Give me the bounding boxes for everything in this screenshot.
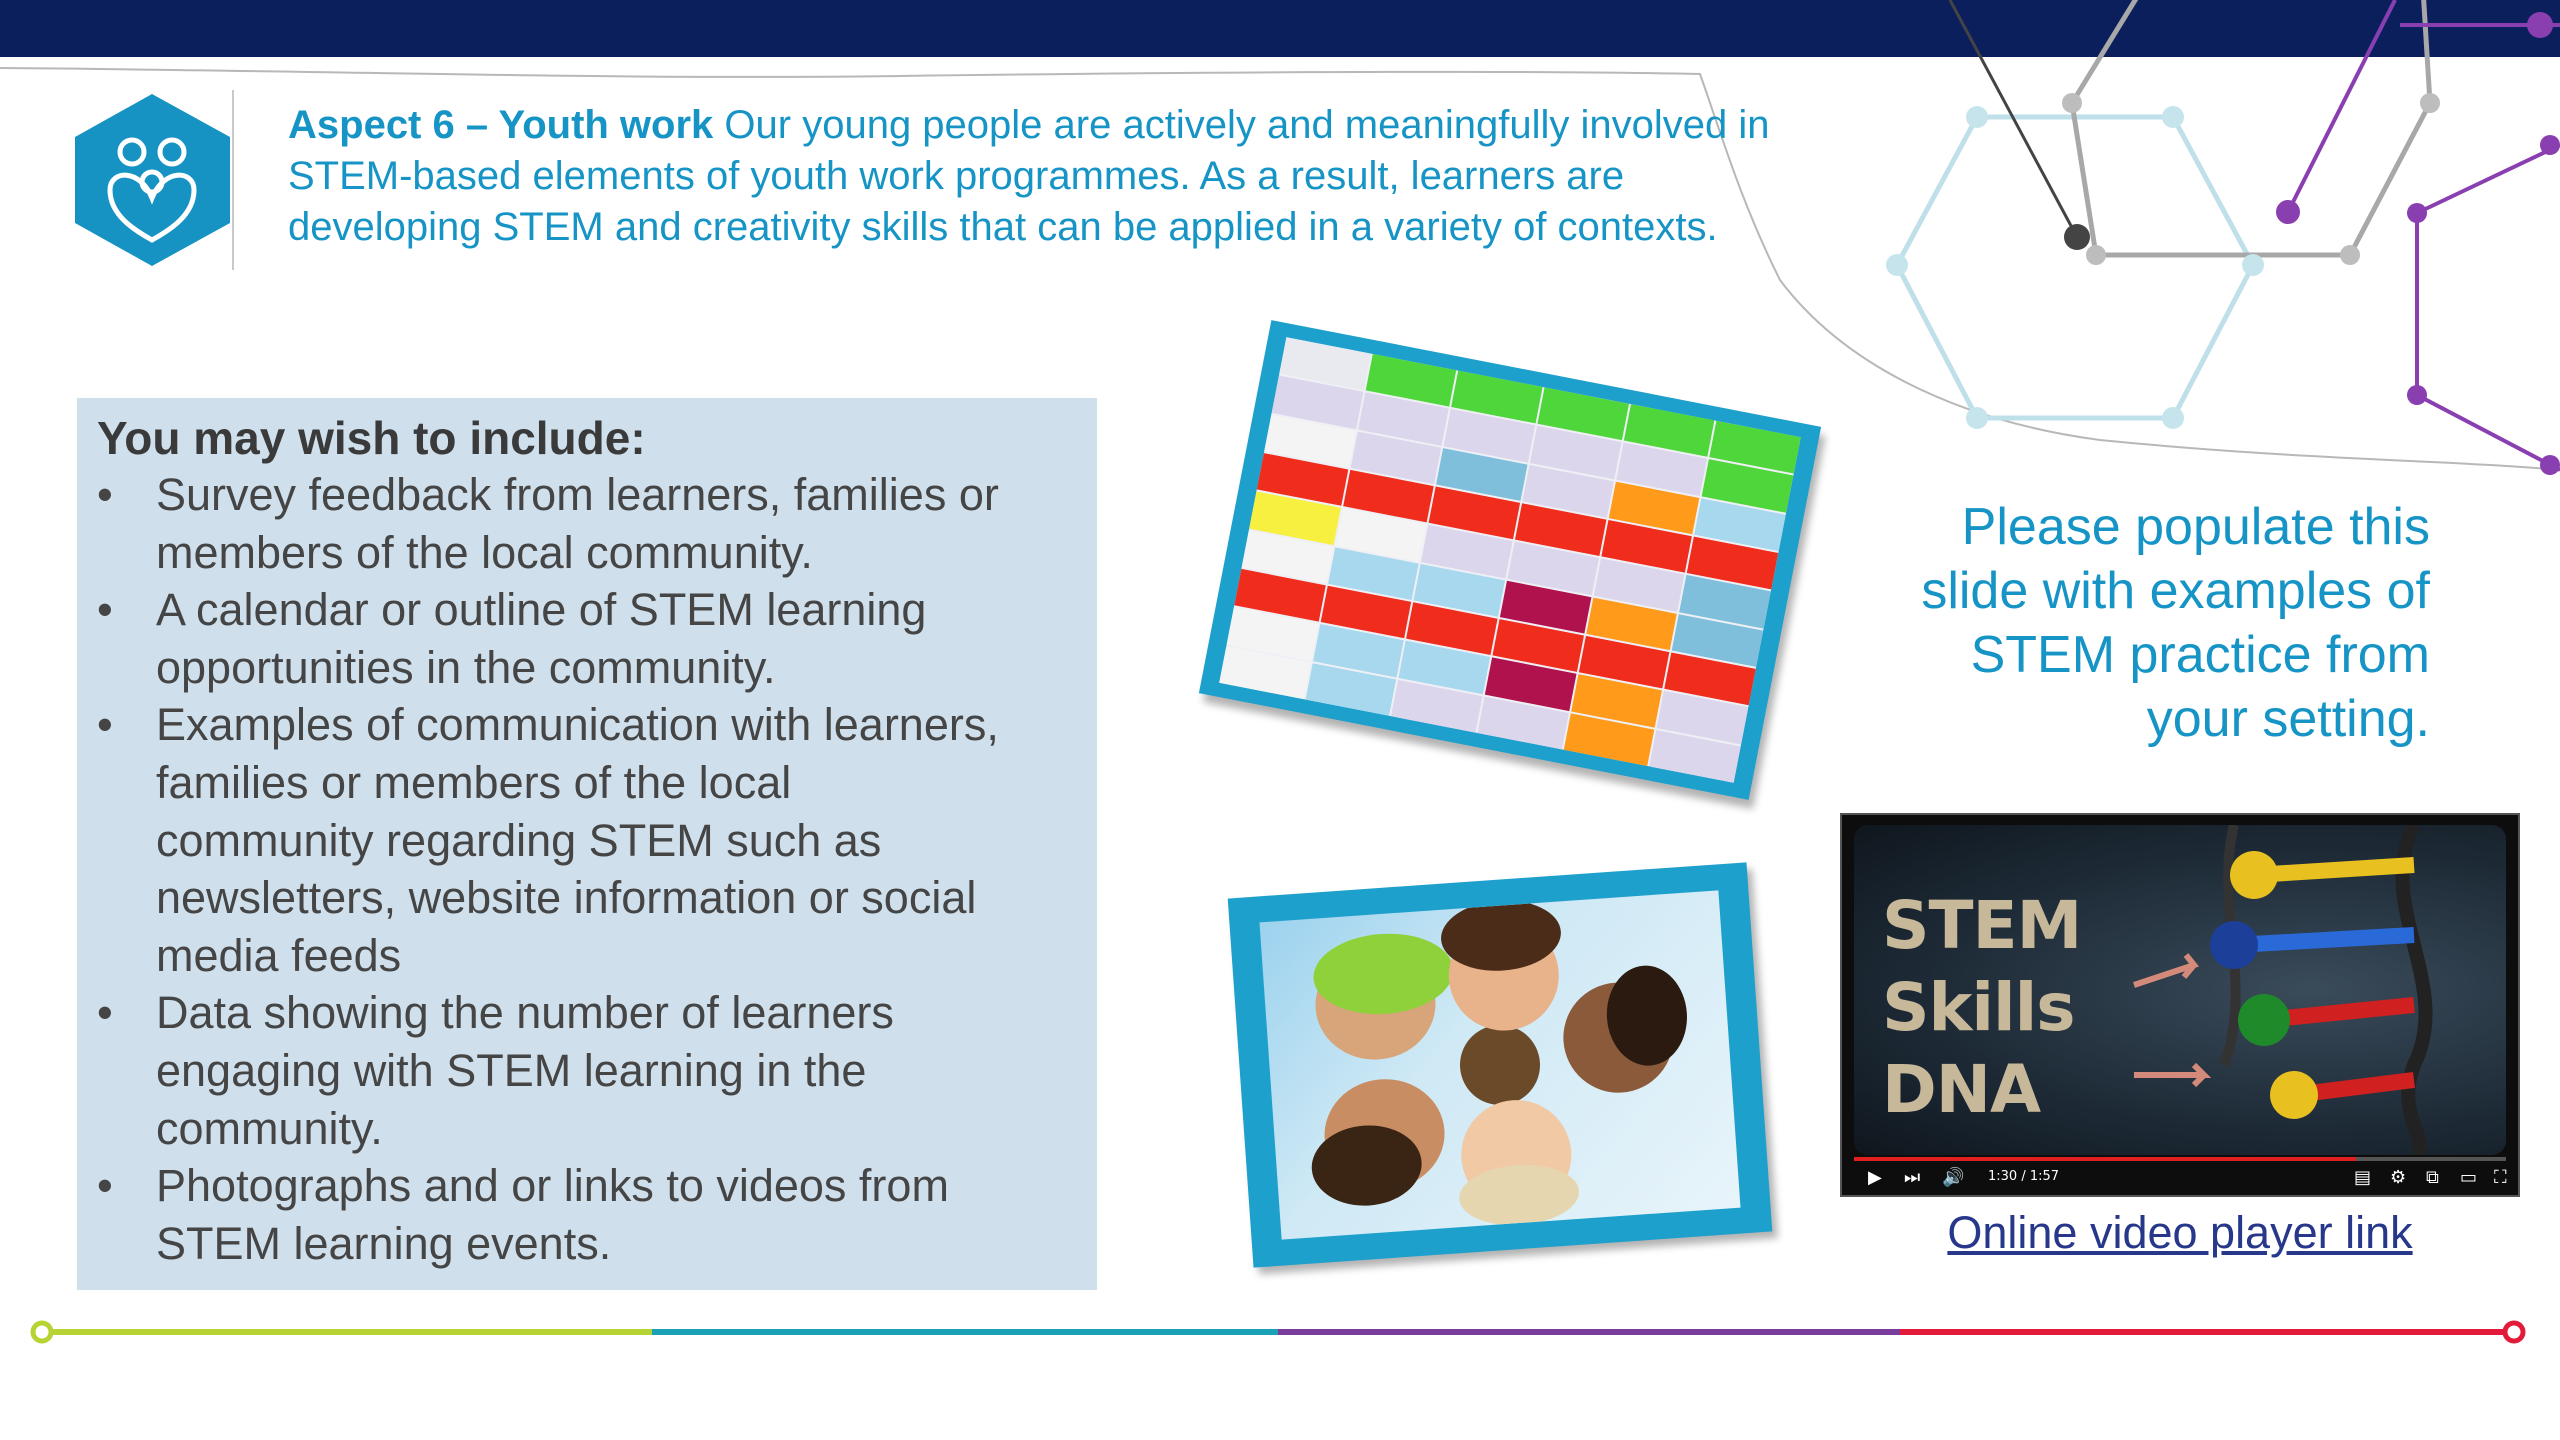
fullscreen-icon[interactable]: ⛶ [2494,1167,2507,1187]
gear-icon[interactable]: ⚙ [2390,1167,2407,1187]
video-progress-bar[interactable] [1854,1157,2506,1161]
video-player[interactable] [1840,813,2520,1197]
list-item-text: • Survey feedback from learners, families or [156,469,999,520]
video-title-line: STEM [1882,887,2082,964]
children-photo [1228,862,1773,1267]
play-icon[interactable]: ▶ [1868,1167,1882,1187]
list-item-text: STEM learning events. [156,1217,612,1269]
prompt-line: Please populate this [1961,498,2430,556]
video-screen[interactable] [1854,825,2506,1155]
description-line: STEM-based elements of youth work programmes. As a result, learners are [288,154,1625,198]
include-list [97,466,1075,1272]
miniplayer-icon[interactable]: ⧉ [2426,1167,2439,1187]
list-item-text: opportunities in the community. [156,641,776,693]
list-item-text: engaging with STEM learning in the [156,1044,867,1096]
aspect-title: Aspect 6 – Youth work [288,103,714,147]
children-photo-image [1259,890,1740,1239]
aspect-description [288,100,1908,253]
list-item [97,984,1075,1157]
list-item-text: media feeds [156,929,402,981]
list-item-text: community. [156,1102,383,1154]
include-suggestions-box [77,398,1097,1290]
list-item-text: community regarding STEM such as [156,814,882,866]
captions-icon[interactable]: ▤ [2354,1167,2372,1187]
prompt-line: your setting. [2146,690,2430,748]
list-item-text: • Photographs and or links to videos from [156,1160,949,1212]
video-time: 1:30 / 1:57 [1988,1169,2060,1184]
footer-timeline [0,1310,2560,1350]
prompt-line: slide with examples of [1921,562,2430,620]
description-line: developing STEM and creativity skills that can be applied in a variety of contexts. [288,205,1718,249]
video-progress-fill [1854,1157,2356,1161]
theater-icon[interactable]: ▭ [2460,1167,2478,1187]
list-item-text: newsletters, website information or social [156,872,977,924]
footer-start-dot [33,1323,51,1341]
list-item-text: • A calendar or outline of STEM learning [156,584,927,636]
list-item [97,466,1075,581]
video-title [1882,885,2081,1131]
description-line [288,100,1908,151]
video-title-line: Skills [1882,969,2075,1046]
dna-model-image [2114,825,2506,1155]
populate-prompt [1790,495,2430,751]
molecule-decoration [1860,0,2560,500]
header-divider [232,90,234,270]
volume-icon[interactable]: 🔊 [1942,1167,1965,1187]
list-item [97,696,1075,984]
video-player-link[interactable]: Online video player link [1947,1207,2413,1258]
list-item-text: families or members of the local [156,756,792,808]
footer-end-dot [2505,1323,2523,1341]
faces-illustration [1259,890,1740,1239]
video-controls [1854,1157,2506,1191]
description-text: Our young people are actively and meaningfully involved in [713,103,1770,147]
list-item-text: • Data showing the number of learners [156,987,894,1039]
family-icon [70,90,235,270]
next-icon[interactable]: ⏭ [1904,1167,1921,1187]
list-item [97,1157,1075,1272]
video-title-line: DNA [1882,1051,2041,1128]
include-title: You may wish to include: [97,412,646,464]
list-item-text: members of the local community. [156,526,813,578]
list-item-text: • Examples of communication with learners, [156,699,999,751]
list-item [97,581,1075,696]
prompt-line: STEM practice from [1970,626,2430,684]
